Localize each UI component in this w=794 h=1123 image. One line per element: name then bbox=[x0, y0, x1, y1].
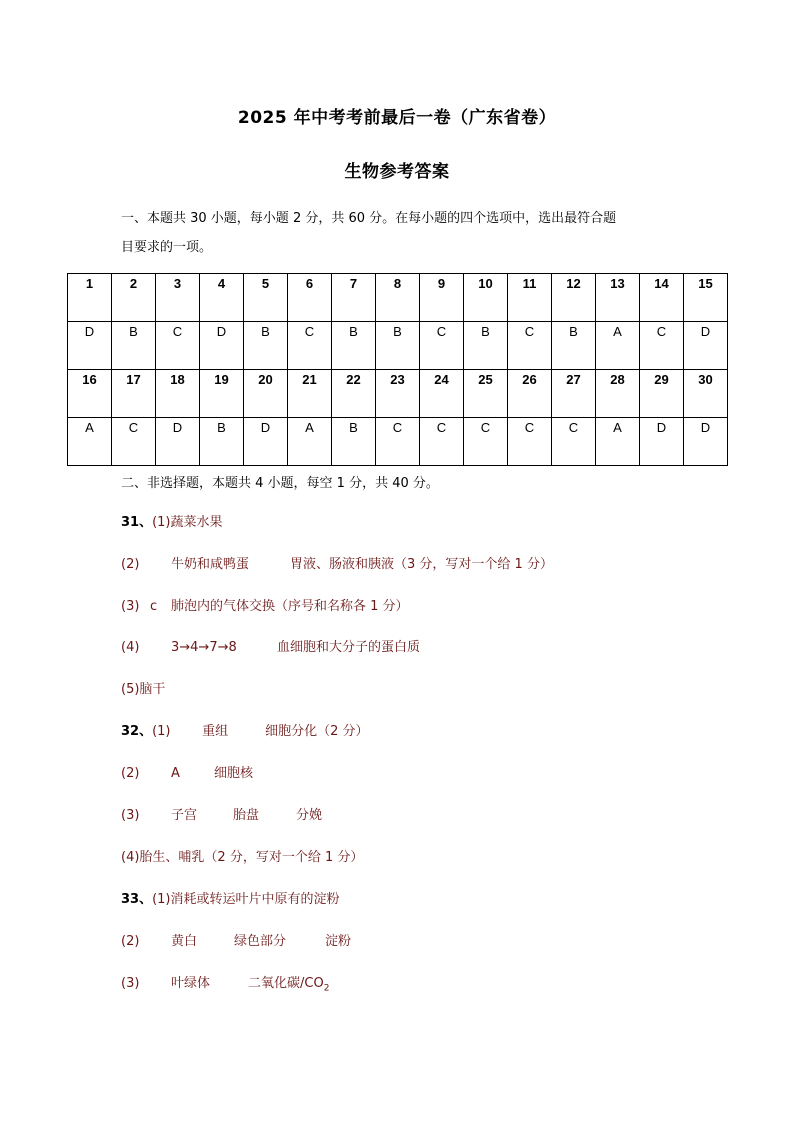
table-cell: D bbox=[684, 322, 728, 370]
table-cell: 19 bbox=[200, 370, 244, 418]
answer-text: (1)消耗或转运叶片中原有的淀粉 bbox=[152, 892, 340, 907]
table-cell: 10 bbox=[464, 274, 508, 322]
table-cell: 16 bbox=[68, 370, 112, 418]
q33-part1 bbox=[121, 888, 340, 907]
question-number: 32、 bbox=[121, 724, 153, 739]
part-label: (4) bbox=[121, 640, 140, 655]
table-cell: D bbox=[200, 322, 244, 370]
q31-part2 bbox=[121, 553, 553, 572]
q31-part3 bbox=[121, 595, 409, 614]
table-cell: 7 bbox=[332, 274, 376, 322]
table-cell: C bbox=[640, 322, 684, 370]
table-cell: C bbox=[552, 418, 596, 466]
table-cell: A bbox=[288, 418, 332, 466]
answer-text: 叶绿体 bbox=[171, 976, 211, 991]
table-cell: 27 bbox=[552, 370, 596, 418]
table-cell: C bbox=[112, 418, 156, 466]
answer-text: c bbox=[150, 599, 158, 614]
q32-part2 bbox=[121, 762, 253, 781]
table-cell: C bbox=[420, 418, 464, 466]
table-cell: 14 bbox=[640, 274, 684, 322]
answer-text: 淀粉 bbox=[325, 934, 352, 949]
table-cell: B bbox=[552, 322, 596, 370]
table-cell: 8 bbox=[376, 274, 420, 322]
part-label: (2) bbox=[121, 934, 140, 949]
table-cell: 1 bbox=[68, 274, 112, 322]
table-cell: 21 bbox=[288, 370, 332, 418]
part-label: (3) bbox=[121, 976, 140, 991]
answer-text: (4)胎生、哺乳（2 分，写对一个给 1 分） bbox=[121, 850, 364, 865]
answer-table bbox=[67, 273, 728, 466]
q33-part2 bbox=[121, 930, 351, 949]
table-cell: 18 bbox=[156, 370, 200, 418]
table-cell: 28 bbox=[596, 370, 640, 418]
table-cell: C bbox=[464, 418, 508, 466]
section1-instructions-line1: 一、本题共 30 小题，每小题 2 分，共 60 分。在每小题的四个选项中，选出最符合题 bbox=[121, 211, 617, 226]
table-cell: 23 bbox=[376, 370, 420, 418]
table-cell: B bbox=[244, 322, 288, 370]
question-number: 31、 bbox=[121, 515, 153, 530]
answer-text: 肺泡内的气体交换（序号和名称各 1 分） bbox=[171, 599, 409, 614]
table-cell: 25 bbox=[464, 370, 508, 418]
part-label: (3) bbox=[121, 599, 140, 614]
table-cell: B bbox=[332, 322, 376, 370]
table-cell: A bbox=[596, 418, 640, 466]
answer-table-row-numbers-2 bbox=[68, 370, 728, 418]
table-cell: C bbox=[156, 322, 200, 370]
table-cell: B bbox=[376, 322, 420, 370]
section1-instructions-line2: 目要求的一项。 bbox=[121, 240, 213, 255]
table-cell: D bbox=[156, 418, 200, 466]
table-cell: B bbox=[112, 322, 156, 370]
answer-text: (1)蔬菜水果 bbox=[152, 515, 223, 530]
answer-text: 子宫 bbox=[171, 808, 198, 823]
table-cell: A bbox=[596, 322, 640, 370]
table-cell: D bbox=[68, 322, 112, 370]
q31-part4 bbox=[121, 636, 420, 655]
answer-text: A bbox=[171, 766, 180, 781]
answer-text: 分娩 bbox=[296, 808, 323, 823]
page-title: 2025 年中考考前最后一卷（广东省卷） bbox=[237, 108, 557, 128]
table-cell: 15 bbox=[684, 274, 728, 322]
table-cell: 22 bbox=[332, 370, 376, 418]
part-label: (2) bbox=[121, 557, 140, 572]
table-cell: 2 bbox=[112, 274, 156, 322]
answer-text: 血细胞和大分子的蛋白质 bbox=[277, 640, 421, 655]
table-cell: B bbox=[332, 418, 376, 466]
table-cell: B bbox=[200, 418, 244, 466]
q32-part1 bbox=[121, 720, 369, 739]
table-cell: 26 bbox=[508, 370, 552, 418]
answer-text: 胃液、肠液和胰液（3 分，写对一个给 1 分） bbox=[290, 557, 553, 572]
table-cell: 30 bbox=[684, 370, 728, 418]
table-cell: C bbox=[508, 322, 552, 370]
answer-text: 胎盘 bbox=[233, 808, 260, 823]
table-cell: 13 bbox=[596, 274, 640, 322]
table-cell: 17 bbox=[112, 370, 156, 418]
q33-part3 bbox=[121, 972, 329, 994]
table-cell: D bbox=[684, 418, 728, 466]
answer-text: 3→4→7→8 bbox=[171, 640, 237, 655]
answer-table-row-numbers-1 bbox=[68, 274, 728, 322]
table-cell: 9 bbox=[420, 274, 464, 322]
table-cell: 6 bbox=[288, 274, 332, 322]
table-cell: 24 bbox=[420, 370, 464, 418]
q31-part5 bbox=[121, 678, 165, 697]
table-cell: A bbox=[68, 418, 112, 466]
table-cell: 4 bbox=[200, 274, 244, 322]
part-label: (1) bbox=[152, 724, 171, 739]
table-cell: 5 bbox=[244, 274, 288, 322]
answer-text: 重组 bbox=[202, 724, 229, 739]
q31-part1 bbox=[121, 511, 223, 530]
answer-text: 绿色部分 bbox=[234, 934, 287, 949]
question-number: 33、 bbox=[121, 892, 153, 907]
q32-part3 bbox=[121, 804, 322, 823]
table-cell: D bbox=[244, 418, 288, 466]
answer-text: 细胞核 bbox=[214, 766, 254, 781]
q32-part4 bbox=[121, 846, 363, 865]
table-cell: 11 bbox=[508, 274, 552, 322]
table-cell: D bbox=[640, 418, 684, 466]
answer-text: 牛奶和咸鸭蛋 bbox=[171, 557, 250, 572]
table-cell: C bbox=[420, 322, 464, 370]
table-cell: C bbox=[288, 322, 332, 370]
table-cell: 29 bbox=[640, 370, 684, 418]
page-subtitle: 生物参考答案 bbox=[344, 162, 450, 182]
section2-heading: 二、非选择题，本题共 4 小题，每空 1 分，共 40 分。 bbox=[121, 476, 439, 491]
part-label: (2) bbox=[121, 766, 140, 781]
subscript: 2 bbox=[323, 983, 330, 994]
answer-text: 黄白 bbox=[171, 934, 198, 949]
answer-table-row-answers-1 bbox=[68, 322, 728, 370]
table-cell: C bbox=[376, 418, 420, 466]
table-cell: 3 bbox=[156, 274, 200, 322]
answer-table-row-answers-2 bbox=[68, 418, 728, 466]
table-cell: B bbox=[464, 322, 508, 370]
answer-text: 细胞分化（2 分） bbox=[265, 724, 369, 739]
part-label: (3) bbox=[121, 808, 140, 823]
answer-text: (5)脑干 bbox=[121, 682, 166, 697]
answer-text: 二氧化碳/CO bbox=[248, 976, 324, 991]
table-cell: C bbox=[508, 418, 552, 466]
table-cell: 20 bbox=[244, 370, 288, 418]
table-cell: 12 bbox=[552, 274, 596, 322]
